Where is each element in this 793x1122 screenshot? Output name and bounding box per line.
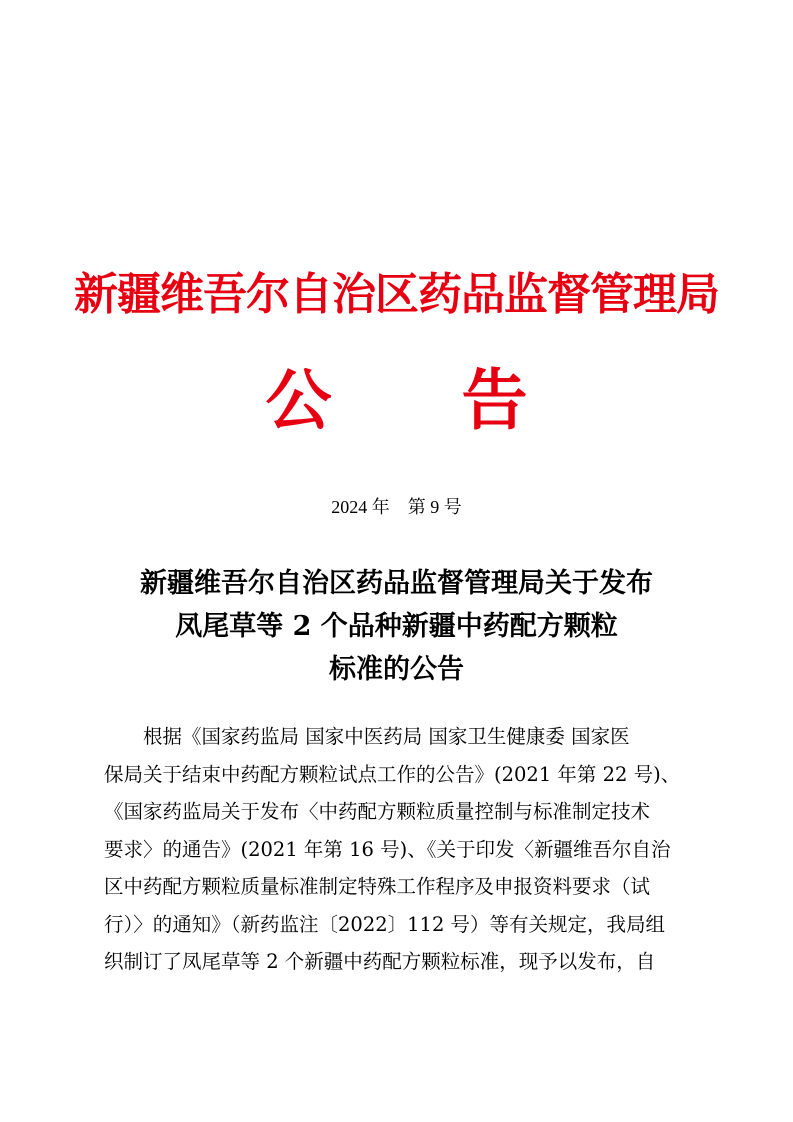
body-line: 根据《国家药监局 国家中医药局 国家卫生健康委 国家医 bbox=[143, 725, 630, 748]
body-line: 织制订了凤尾草等 2 个新疆中药配方颗粒标准，现予以发布，自 bbox=[104, 950, 656, 973]
body-line: 行）〉的通知》（新药监注〔2022〕112 号）等有关规定，我局组 bbox=[104, 912, 666, 936]
announcement-title bbox=[0, 562, 793, 691]
body-line: 区中药配方颗粒质量标准制定特殊工作程序及申报资料要求（试 bbox=[104, 875, 651, 898]
title-line: 标准的公告 bbox=[329, 654, 464, 685]
title-line: 凤尾草等 2 个品种新疆中药配方颗粒 bbox=[175, 611, 618, 642]
document-number: 2024 年 第 9 号 bbox=[331, 497, 462, 517]
body-line: 《国家药监局关于发布〈中药配方颗粒质量控制与标准制定技术 bbox=[104, 800, 651, 823]
title-line: 新疆维吾尔自治区药品监督管理局关于发布 bbox=[140, 568, 653, 599]
body-paragraph bbox=[104, 718, 694, 981]
body-line: 保局关于结束中药配方颗粒试点工作的公告》(2021 年第 22 号)、 bbox=[104, 762, 681, 786]
document-type-heading: 公告 bbox=[265, 361, 658, 439]
issuing-organization: 新疆维吾尔自治区药品监督管理局 bbox=[74, 269, 719, 320]
body-line: 要求〉的通告》(2021 年第 16 号)、《关于印发〈新疆维吾尔自治 bbox=[104, 837, 671, 861]
